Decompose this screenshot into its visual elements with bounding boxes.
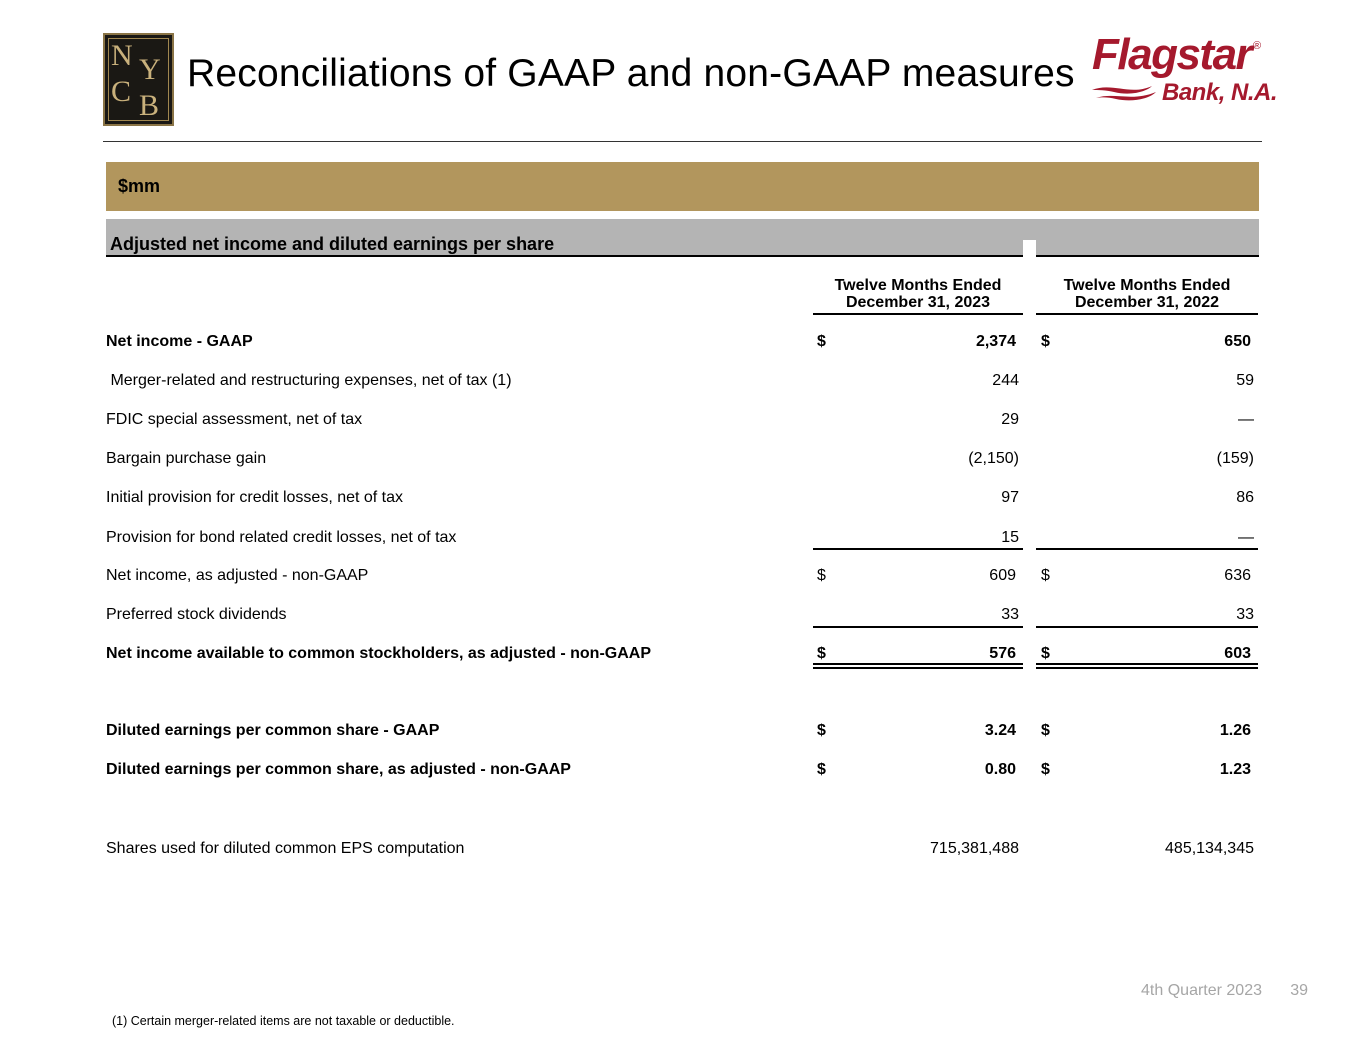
footer-period: 4th Quarter 2023 [1141,982,1262,999]
row-label: Initial provision for credit losses, net of tax [106,489,404,506]
total-double-rule-2023 [813,667,1023,669]
value-2023: 97 [1001,489,1019,506]
row-label: Net income - GAAP [106,333,253,350]
row-label: Provision for bond related credit losses, net of tax [106,529,457,546]
value-2023: 609 [989,567,1016,584]
nycb-logo [103,33,174,126]
row-label: Net income, as adjusted - non-GAAP [106,567,369,584]
value-2022: 33 [1236,606,1254,623]
dollar-sign: $ [817,567,826,584]
dollar-sign: $ [1041,761,1050,778]
row-label: Bargain purchase gain [106,450,267,467]
footnote: (1) Certain merger-related items are not taxable or deductible. [112,1014,455,1028]
dollar-sign: $ [817,722,826,739]
total-double-rule-2022 [1036,667,1258,669]
column-header-2022-line2: December 31, 2022 [1074,294,1220,311]
value-2023: 15 [1001,529,1019,546]
value-2023: 29 [1001,411,1019,428]
column-header-2022-line1: Twelve Months Ended [1063,277,1231,294]
total-double-rule-2023 [813,663,1023,665]
value-2022: 59 [1236,372,1254,389]
table-row-net-income-gaap [0,333,1365,355]
dollar-sign: $ [817,645,826,662]
table-row-initial-provision [0,489,1365,511]
table-row-preferred-dividends [0,606,1365,628]
flag-swoosh-icon [1090,80,1170,104]
section-title: Adjusted net income and diluted earnings per share [110,234,555,254]
table-row-diluted-eps-adjusted [0,761,1365,783]
total-double-rule-2022 [1036,663,1258,665]
table-row-fdic-assessment [0,411,1365,433]
value-2022: 1.26 [1219,722,1251,739]
value-2023: 715,381,488 [930,840,1019,857]
value-2023: 3.24 [984,722,1016,739]
dollar-sign: $ [1041,567,1050,584]
row-label: Diluted earnings per common share - GAAP [106,722,440,739]
row-label: Net income available to common stockholders, as adjusted - non-GAAP [106,645,651,662]
value-2022: (159) [1216,450,1254,467]
column-header-2023-line1: Twelve Months Ended [834,277,1002,294]
logo-letter-b: B [139,89,160,122]
value-2022: 603 [1224,645,1251,662]
column-header-2023-line2: December 31, 2023 [845,294,991,311]
value-2022: — [1238,529,1254,546]
value-2023: 2,374 [975,333,1016,350]
column-header-2023 [813,277,1023,315]
subtotal-rule-2022 [1036,626,1258,628]
dollar-sign: $ [1041,645,1050,662]
value-2022: 86 [1236,489,1254,506]
page-title: Reconciliations of GAAP and non-GAAP measures [187,52,1075,95]
dollar-sign: $ [1041,333,1050,350]
value-2022: 485,134,345 [1165,840,1254,857]
table-row-shares-used [0,840,1365,862]
value-2023: (2,150) [968,450,1019,467]
value-2023: 576 [989,645,1016,662]
logo-letter-n: N [111,39,133,72]
registered-mark: ® [1253,40,1262,52]
section-header-bar [106,219,1259,257]
section-bar-gap [1023,240,1036,258]
value-2023: 0.80 [984,761,1016,778]
subtotal-rule-2023 [813,626,1023,628]
logo-letter-y: Y [139,53,161,86]
table-row-merger-expenses [0,372,1365,394]
dollar-sign: $ [1041,722,1050,739]
subtotal-rule-2022 [1036,548,1258,550]
flagstar-subline: Bank, N.A. [1162,79,1278,106]
row-label: Diluted earnings per common share, as adjusted - non-GAAP [106,761,571,778]
column-header-2022 [1036,277,1258,315]
value-2023: 33 [1001,606,1019,623]
table-row-bargain-gain [0,450,1365,472]
table-row-diluted-eps-gaap [0,722,1365,744]
dollar-sign: $ [817,761,826,778]
header-divider [103,141,1262,142]
page-number: 39 [1290,982,1308,999]
unit-header-bar: $mm [106,162,1259,211]
value-2022: 1.23 [1219,761,1251,778]
flagstar-logo [1090,30,1278,110]
row-label: Merger-related and restructuring expenses, net of tax (1) [106,372,512,389]
value-2022: 650 [1224,333,1251,350]
subtotal-rule-2023 [813,548,1023,550]
row-label: Shares used for diluted common EPS computation [106,840,465,857]
value-2022: 636 [1224,567,1251,584]
value-2022: — [1238,411,1254,428]
value-2023: 244 [992,372,1019,389]
row-label: Preferred stock dividends [106,606,287,623]
row-label: FDIC special assessment, net of tax [106,411,363,428]
flagstar-wordmark: Flagstar [1092,30,1252,79]
logo-letter-c: C [111,75,132,108]
dollar-sign: $ [817,333,826,350]
table-row-net-income-adjusted [0,567,1365,589]
